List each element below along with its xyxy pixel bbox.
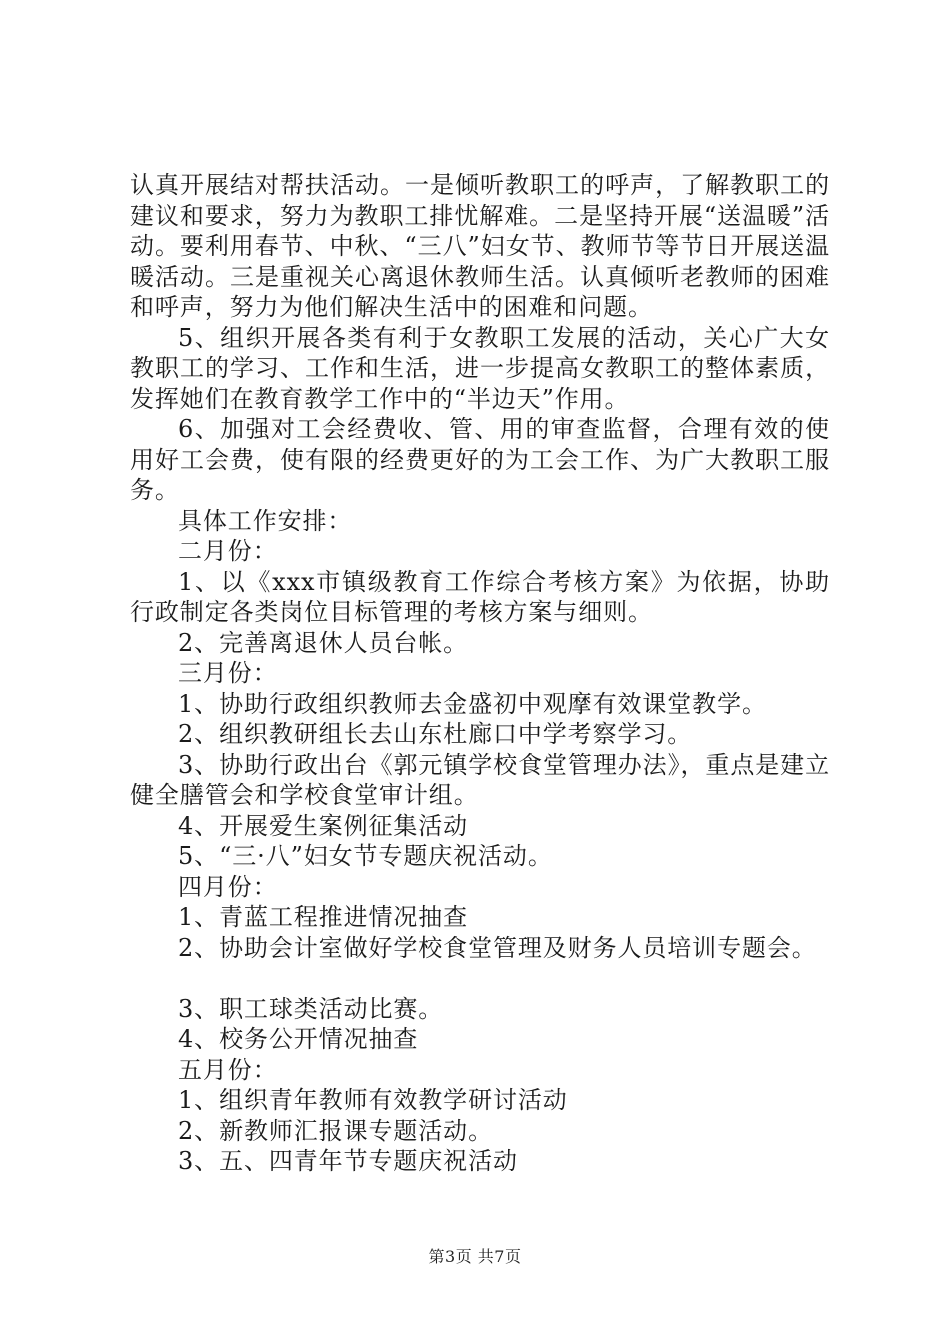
list-item: 1、以《xxx市镇级教育工作综合考核方案》为依据，协助行政制定各类岗位目标管理的考核方案与细则。 — [130, 567, 830, 626]
list-item: 3、五、四青年节专题庆祝活动 — [178, 1147, 518, 1175]
list-item: 2、组织教研组长去山东杜廊口中学考察学习。 — [178, 720, 693, 748]
list-item: 3、协助行政出台《郭元镇学校食堂管理办法》，重点是建立健全膳管会和学校食堂审计组。 — [130, 750, 830, 809]
month-heading-february: 二月份： — [178, 537, 278, 565]
list-item: 4、开展爱生案例征集活动 — [178, 811, 469, 840]
month-heading-may: 五月份： — [178, 1055, 278, 1084]
page-number-footer: 第3页 共7页 — [428, 1247, 522, 1266]
list-item: 1、青蓝工程推进情况抽查 — [178, 903, 469, 931]
paragraph-item-6: 6、加强对工会经费收、管、用的审查监督，合理有效的使用好工会费，使有限的经费更好的为工会工作、为广大教职工服务。 — [130, 415, 830, 504]
list-item: 2、协助会计室做好学校食堂管理及财务人员培训专题会。 — [178, 933, 817, 962]
list-item: 2、完善离退休人员台帐。 — [178, 628, 469, 657]
paragraph-item-5: 5、组织开展各类有利于女教职工发展的活动，关心广大女教职工的学习、工作和生活，进一步提高女教职工的整体素质，发挥她们在教育教学工作中的“半边天”作用。 — [130, 323, 830, 413]
paragraph-continuation: 认真开展结对帮扶活动。一是倾听教职工的呼声，了解教职工的建议和要求，努力为教职工排忧解难。二是坚持开展“送温暖”活动。要利用春节、中秋、“三八”妇女节、教师节等节日开展送温暖活动。三是重视关心离退休教师生活。认真倾听老教师的困难和呼声，努力为他们解决生活中的困难和问题。 — [130, 171, 830, 321]
list-item: 4、校务公开情况抽查 — [178, 1025, 419, 1053]
document-body — [130, 170, 830, 1177]
section-heading-schedule: 具体工作安排： — [178, 506, 353, 535]
list-item: 2、新教师汇报课专题活动。 — [178, 1116, 493, 1145]
month-heading-april: 四月份： — [178, 872, 278, 901]
list-item: 3、职工球类活动比赛。 — [178, 994, 444, 1023]
list-item: 1、协助行政组织教师去金盛初中观摩有效课堂教学。 — [178, 689, 767, 718]
list-item: 5、“三·八”妇女节专题庆祝活动。 — [178, 842, 553, 870]
blank-line — [130, 963, 830, 994]
list-item: 1、组织青年教师有效教学研讨活动 — [178, 1086, 568, 1114]
month-heading-march: 三月份： — [178, 659, 278, 687]
